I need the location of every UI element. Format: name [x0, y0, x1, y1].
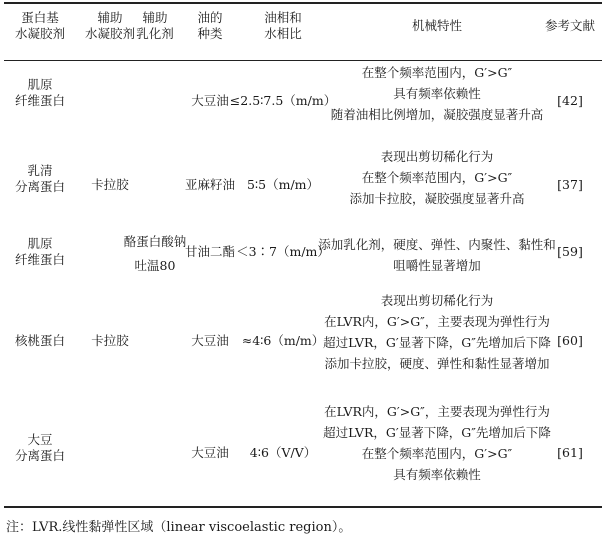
header-aux-emulsifier: 辅助 乳化剂 [136, 10, 174, 41]
header-reference: 参考文献 [544, 18, 596, 33]
table-footnote: 注：LVR.线性黏弹性区域（linear viscoelastic region）。 [6, 520, 352, 535]
cell-reference: [37] [557, 177, 583, 192]
cell-oil: 大豆油 [191, 93, 229, 108]
header-oil-water-ratio: 油相和 水相比 [264, 10, 302, 41]
cell-aux-hydrogel: 卡拉胶 [91, 333, 129, 348]
header-mechanical-properties: 机械特性 [411, 18, 463, 33]
cell-reference: [59] [557, 244, 583, 259]
cell-ratio: 4∶6（V/V） [249, 445, 317, 460]
cell-reference: [61] [557, 445, 583, 460]
header-aux-hydrogel: 辅助 水凝胶剂 [84, 10, 136, 41]
cell-properties: 在整个频率范围内，G′>G″ 具有频率依赖性 随着油相比例增加，凝胶强度显著升高 [330, 65, 544, 122]
cell-ratio: ≤2.5∶7.5（m/m） [229, 93, 337, 108]
header-oil-type: 油的 种类 [197, 10, 223, 41]
cell-aux-hydrogel: 卡拉胶 [91, 177, 129, 192]
cell-protein: 肌原 纤维蛋白 [14, 236, 66, 267]
table-bottom-rule [4, 506, 602, 508]
cell-properties: 在LVR内，G′>G″，主要表现为弹性行为 超过LVR，G′显著下降，G″先增加后下降 在整个频率范围内，G′>G″ 具有频率依赖性 [323, 404, 551, 482]
cell-protein: 核桃蛋白 [14, 333, 66, 348]
table-header-rule [4, 60, 602, 61]
cell-emulsifier: 酪蛋白酸钠 吐温80 [123, 234, 187, 273]
cell-protein: 乳清 分离蛋白 [14, 163, 66, 194]
cell-ratio: ≈4∶6（m/m） [241, 333, 325, 348]
cell-oil: 亚麻籽油 [184, 177, 236, 192]
cell-protein: 肌原 纤维蛋白 [14, 77, 66, 108]
header-protein-hydrogel: 蛋白基 水凝胶剂 [14, 10, 66, 41]
cell-properties: 表现出剪切稀化行为 在整个频率范围内，G′>G″ 添加卡拉胶，凝胶强度显著升高 [349, 149, 525, 206]
cell-oil: 大豆油 [191, 445, 229, 460]
cell-protein: 大豆 分离蛋白 [14, 432, 66, 463]
cell-properties: 表现出剪切稀化行为 在LVR内，G′>G″，主要表现为弹性行为 超过LVR，G′显著下降，G″先增加后下降 添加卡拉胶，硬度、弹性和黏性显著增加 [323, 293, 551, 371]
cell-ratio: 5∶5（m/m） [246, 177, 320, 192]
table-top-rule [4, 2, 602, 4]
cell-reference: [60] [557, 333, 583, 348]
cell-properties: 添加乳化剂，硬度、弹性、内聚性、黏性和 咀嚼性显著增加 [318, 237, 556, 273]
cell-ratio: ＜3∶7（m/m） [236, 244, 330, 259]
cell-oil: 大豆油 [191, 333, 229, 348]
cell-reference: [42] [557, 93, 583, 108]
cell-oil: 甘油二酯 [184, 244, 236, 259]
